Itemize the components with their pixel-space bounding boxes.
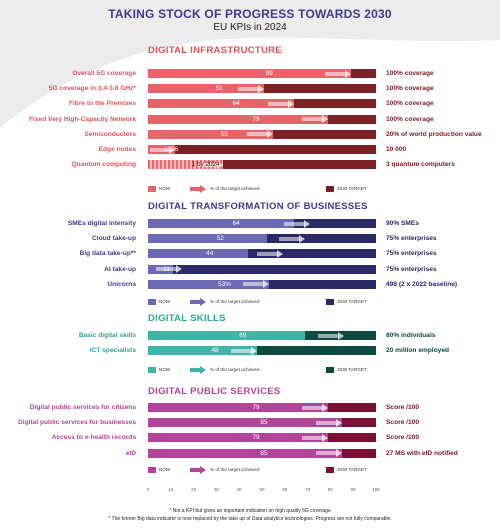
target-text: 100% coverage: [386, 70, 434, 77]
target-text: 3 quantum computers: [386, 161, 455, 169]
achieved-arrow-head: [258, 85, 264, 93]
legend-target-text: 2030 TARGET: [337, 186, 367, 191]
now-bar: [148, 449, 342, 458]
bar-value-label: 52: [216, 235, 224, 243]
legend-arrow-head: [200, 185, 206, 193]
now-bar: [148, 403, 328, 412]
target-text: 90% SMEs: [386, 220, 419, 227]
kpi-label: 5G coverage in 3.4-3.8 GHz*: [48, 85, 136, 93]
achieved-arrow-head: [304, 220, 310, 228]
bar-value-label: 64: [232, 220, 240, 227]
legend-now-text: NOW: [159, 367, 171, 372]
section-title: DIGITAL INFRASTRUCTURE: [148, 45, 282, 56]
achieved-arrow: [238, 87, 259, 91]
target-text: 20% of world production value: [386, 130, 482, 138]
legend-target-swatch: [326, 299, 334, 305]
achieved-arrow-head: [336, 419, 342, 427]
legend-target-swatch: [326, 186, 334, 192]
x-tick-label: 100: [372, 487, 380, 492]
achieved-arrow: [318, 334, 339, 338]
achieved-arrow-head: [345, 70, 351, 78]
legend-achieved-text: % of the target achieved: [210, 467, 260, 472]
target-text: 27 MS with eID notified: [386, 449, 458, 457]
achieved-arrow-head: [251, 347, 257, 355]
kpi-label: Fixed Very High-Capacity Network: [29, 115, 136, 123]
legend-target-text: 2030 TARGET: [337, 299, 367, 304]
x-tick-label: 10: [168, 487, 174, 492]
achieved-arrow: [268, 102, 289, 106]
achieved-arrow-head: [267, 130, 273, 138]
x-tick-label: 70: [305, 487, 311, 492]
kpi-label: Access to e-health records: [51, 434, 136, 442]
page-title: TAKING STOCK OF PROGRESS TOWARDS 2030: [108, 7, 392, 21]
target-text: 75% enterprises: [386, 250, 437, 258]
achieved-arrow: [257, 252, 278, 256]
kpi-label: Digital public services for citizens: [29, 404, 136, 411]
target-text: 20 million employed: [386, 347, 450, 355]
achieved-arrow: [284, 222, 305, 226]
kpi-label: ICT specialists: [89, 347, 136, 355]
kpi-label: AI take-up: [104, 265, 136, 273]
footnote-2: * The former Big data indicator is now replaced by the take up of Data analytics technologies. Progress are not fully comparable.: [108, 516, 392, 522]
achieved-arrow-head: [288, 100, 294, 108]
bar-value-label: 44: [206, 250, 214, 258]
target-bar: [148, 145, 376, 154]
legend-arrow-head: [200, 366, 206, 374]
target-text: Score /100: [386, 434, 419, 442]
target-text: 100% coverage: [386, 100, 434, 108]
bar-value-label: 79: [252, 404, 260, 411]
bar-value-label: 69: [239, 332, 247, 339]
legend-target-swatch: [326, 467, 334, 473]
x-tick-label: 50: [259, 487, 265, 492]
target-text: 10 000: [386, 146, 407, 153]
footnote-1: * Not a KPI but gives an important indication on high quality 5G coverage: [169, 508, 331, 514]
kpi-label: Semiconductors: [84, 130, 136, 138]
achieved-arrow-head: [176, 265, 182, 273]
achieved-arrow-head: [263, 280, 269, 288]
target-text: Score /100: [386, 404, 419, 411]
achieved-arrow: [279, 237, 300, 241]
section-title: DIGITAL PUBLIC SERVICES: [148, 386, 281, 397]
x-tick-label: 20: [191, 487, 197, 492]
achieved-arrow-head: [338, 332, 344, 340]
target-text: 100% coverage: [386, 115, 434, 123]
bar-value-label: 48: [211, 347, 219, 355]
bar-value-label: 89: [265, 70, 273, 77]
achieved-arrow-head: [322, 115, 328, 123]
now-bar: [148, 331, 305, 340]
now-bar: [148, 249, 248, 258]
bar-value-label: 85: [260, 419, 268, 427]
target-text: 75% enterprises: [386, 235, 437, 243]
x-tick-label: 30: [213, 487, 219, 492]
x-tick-label: 90: [350, 487, 356, 492]
legend-target-text: 2030 TARGET: [337, 367, 367, 372]
now-bar: [148, 418, 342, 427]
achieved-arrow-head: [277, 250, 283, 258]
x-tick-label: 60: [282, 487, 288, 492]
now-bar: [148, 115, 328, 124]
now-bar: [148, 433, 328, 442]
achieved-arrow-head: [336, 449, 342, 457]
x-tick-label: 40: [236, 487, 242, 492]
legend-achieved-text: % of the target achieved: [210, 299, 260, 304]
legend-achieved-text: % of the target achieved: [210, 186, 260, 191]
bar-value-label: 85: [260, 449, 268, 457]
legend-now-swatch: [148, 367, 156, 373]
legend-achieved-text: % of the target achieved: [210, 367, 260, 372]
achieved-arrow: [247, 132, 268, 136]
achieved-arrow: [325, 72, 346, 76]
page-subtitle: EU KPIs in 2024: [213, 22, 287, 33]
legend-arrow-head: [200, 298, 206, 306]
legend-now-swatch: [148, 299, 156, 305]
achieved-arrow-head: [322, 434, 328, 442]
legend-now-swatch: [148, 186, 156, 192]
kpi-label: Basic digital skills: [78, 332, 136, 339]
kpi-label: Big data take-up**: [79, 250, 136, 258]
target-text: Score /100: [386, 419, 419, 427]
kpi-label: Overall 5G coverage: [72, 70, 136, 77]
achieved-arrow-head: [322, 404, 328, 412]
achieved-arrow: [302, 436, 323, 440]
achieved-arrow: [231, 349, 252, 353]
target-text: 498 (2 x 2022 baseline): [386, 280, 458, 288]
kpi-label: Fibre to the Premises: [68, 100, 136, 108]
achieved-arrow: [302, 117, 323, 121]
achieved-arrow: [302, 406, 323, 410]
legend-now-swatch: [148, 467, 156, 473]
kpi-label: Digital public services for businesses: [18, 419, 136, 427]
kpi-label: Edge nodes: [98, 146, 136, 153]
bar-value-label: 1 by 2024: [191, 161, 220, 169]
legend-now-text: NOW: [159, 186, 171, 191]
now-bar: [148, 219, 294, 228]
kpi-label: SMEs digital intensity: [67, 220, 136, 227]
achieved-arrow: [243, 282, 264, 286]
kpi-label: eID: [125, 449, 136, 457]
target-text: 80% individuals: [386, 332, 436, 339]
bar-value-label: 79: [252, 115, 260, 123]
legend-now-text: NOW: [159, 467, 171, 472]
legend-now-text: NOW: [159, 299, 171, 304]
target-bar: [148, 265, 376, 274]
x-tick-label: 0: [146, 487, 150, 492]
achieved-arrow: [316, 421, 337, 425]
target-text: 100% coverage: [386, 85, 434, 93]
achieved-arrow-head: [299, 235, 305, 243]
legend-arrow-head: [200, 466, 206, 474]
bar-value-label: 11: [163, 265, 170, 273]
now-bar: [148, 234, 267, 243]
kpi-label: Unicorns: [107, 280, 136, 288]
bar-value-label: 79: [252, 434, 260, 442]
kpi-label: Quantum computing: [71, 161, 136, 169]
bar-value-label: 1186: [164, 146, 179, 153]
x-tick-label: 80: [327, 487, 333, 492]
kpi-label: Cloud take-up: [92, 235, 136, 243]
legend-target-swatch: [326, 367, 334, 373]
section-title: DIGITAL SKILLS: [148, 313, 226, 324]
bar-value-label: 64: [232, 100, 240, 108]
legend-target-text: 2030 TARGET: [337, 467, 367, 472]
bar-value-label: 51: [215, 85, 223, 93]
bar-value-label: 55: [220, 130, 228, 138]
bar-value-label: 53%: [218, 280, 231, 288]
now-bar: [148, 69, 351, 78]
section-title: DIGITAL TRANSFORMATION OF BUSINESSES: [148, 201, 368, 212]
target-text: 75% enterprises: [386, 265, 437, 273]
achieved-arrow: [316, 451, 337, 455]
